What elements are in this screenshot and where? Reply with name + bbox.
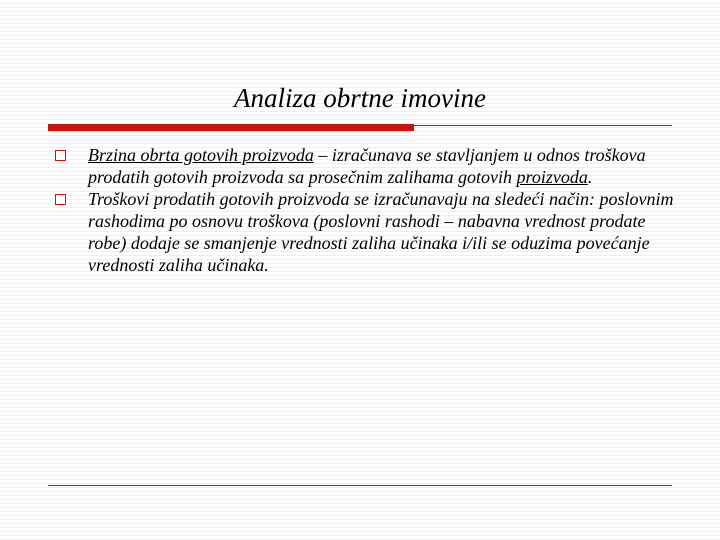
bullet-text: Troškovi prodatih gotovih proizvoda se izračunavaju na sledeći način: poslovnim rashodima po osnovu troškova (poslovni rashodi – nabavna vrednost prodate robe) dodaje se smanjenje vrednosti zaliha učinaka i/ili se oduzima povećanje vrednosti zaliha učinaka.	[88, 189, 674, 275]
bullet-item-turnover-speed	[54, 144, 674, 188]
title-underline-rule	[414, 125, 672, 126]
slide-title: Analiza obrtne imovine	[234, 83, 486, 113]
footer-divider	[48, 485, 672, 486]
bullet-term: Brzina obrta gotovih proizvoda	[88, 145, 314, 165]
hollow-square-bullet-icon	[55, 150, 66, 161]
bullet-text: – izračunava se stavljanjem u odnos troškova prodatih gotovih proizvoda sa prosečnim zalihama gotovih	[88, 145, 646, 187]
hollow-square-bullet-icon	[55, 194, 66, 205]
title-underline-bar	[48, 124, 414, 131]
bullet-tail: .	[587, 167, 593, 187]
bullet-term-end: proizvoda	[516, 167, 588, 187]
bullet-list	[54, 144, 674, 276]
bullet-item-cost-of-goods	[54, 188, 674, 276]
